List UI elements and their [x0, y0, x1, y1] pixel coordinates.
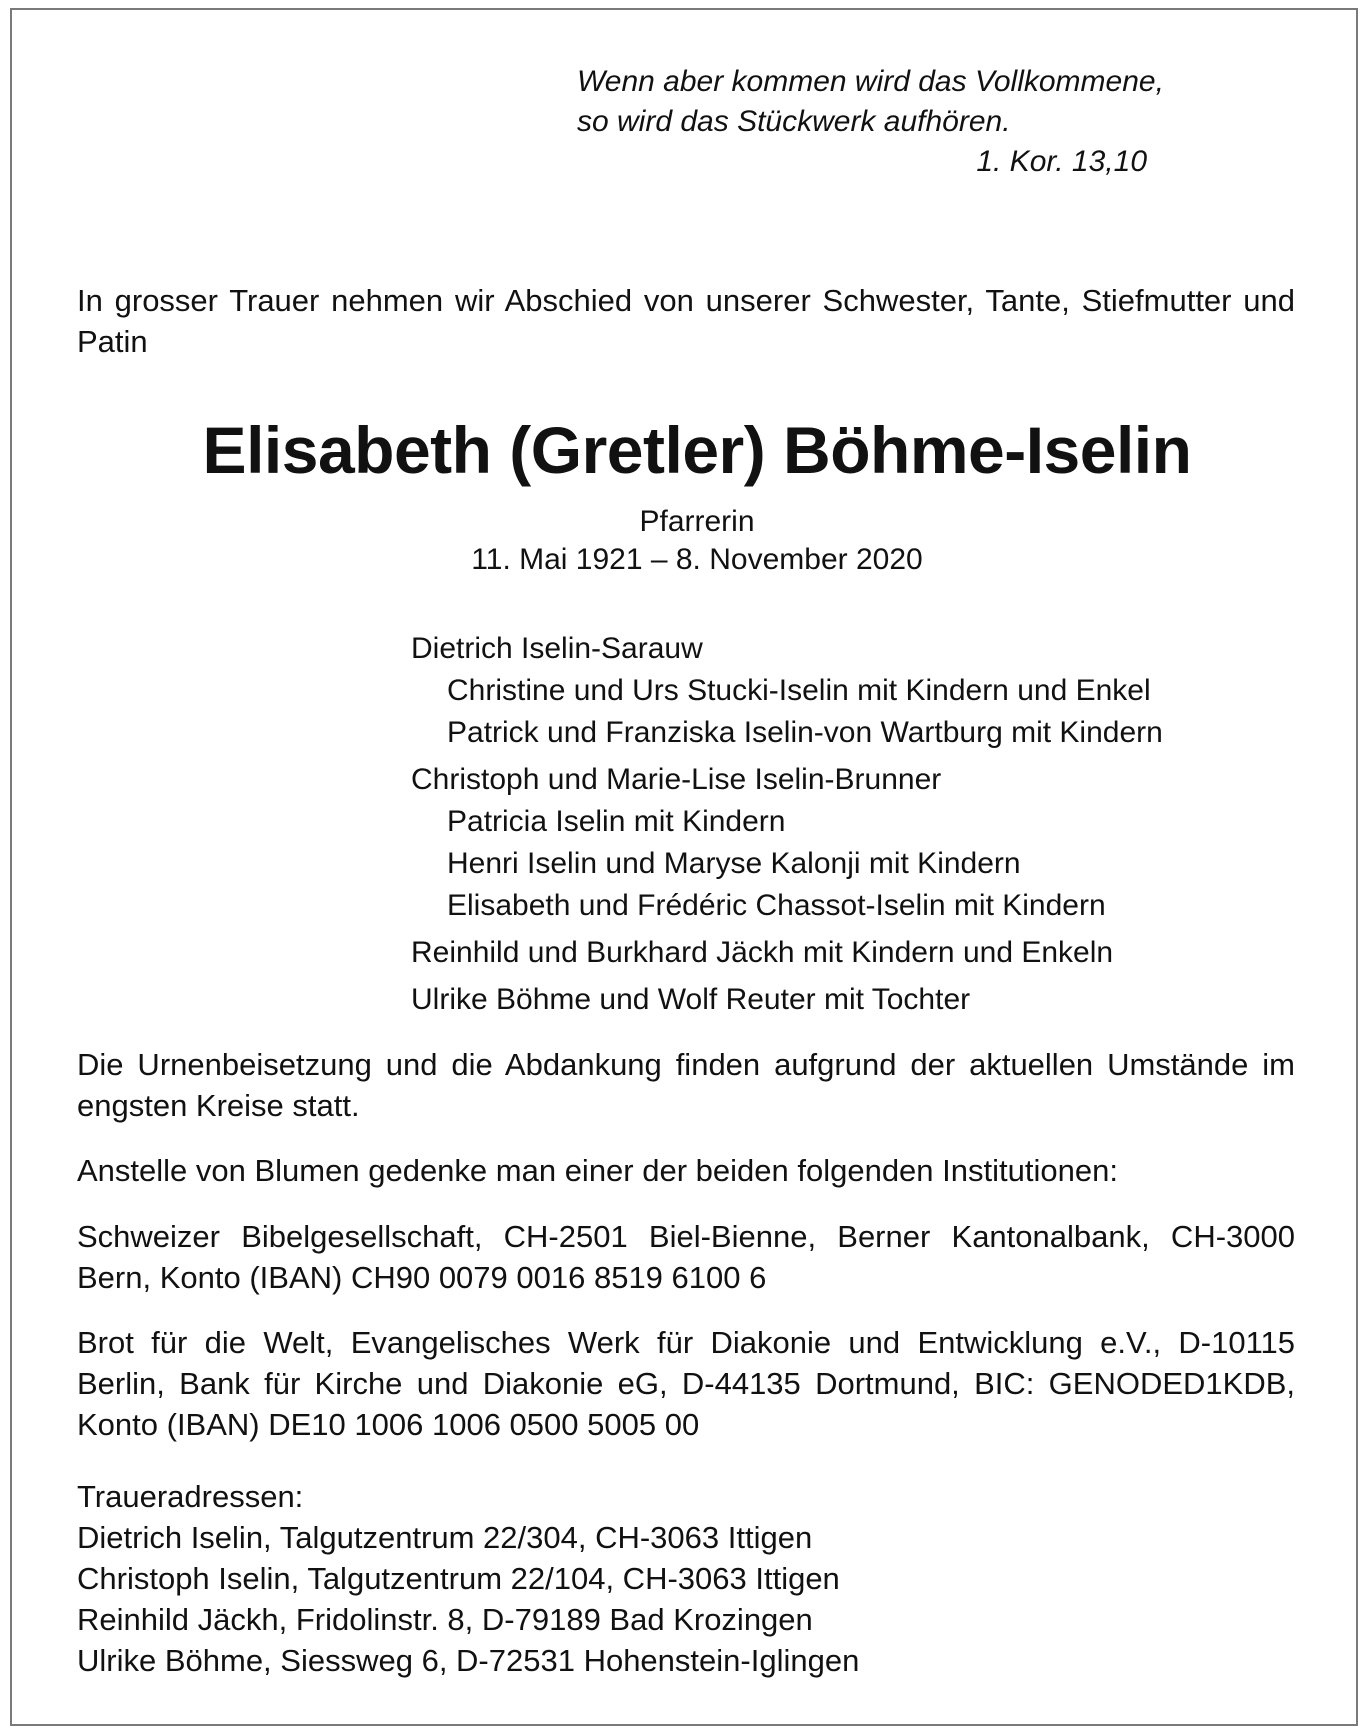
family-member-sub: Patricia Iselin mit Kindern — [447, 805, 786, 838]
donation-intro: Anstelle von Blumen gedenke man einer der beiden folgenden Institutionen: — [77, 1153, 1118, 1188]
family-member-sub: Patrick und Franziska Iselin-von Wartburg mit Kindern — [447, 716, 1163, 749]
address-line: Ulrike Böhme, Siessweg 6, D-72531 Hohenstein-Iglingen — [77, 1643, 860, 1678]
quote-line-2: so wird das Stückwerk aufhören. — [577, 105, 1011, 138]
deceased-dates: 11. Mai 1921 – 8. November 2020 — [471, 543, 923, 576]
deceased-name: Elisabeth (Gretler) Böhme-Iselin — [202, 413, 1192, 487]
intro-text: In grosser Trauer nehmen wir Abschied von unserer Schwester, Tante, Stiefmutter und Patin — [77, 283, 1295, 359]
address-line: Christoph Iselin, Talgutzentrum 22/104, CH-3063 Ittigen — [77, 1561, 840, 1596]
address-line: Reinhild Jäckh, Fridolinstr. 8, D-79189 Bad Krozingen — [77, 1602, 813, 1637]
family-member: Dietrich Iselin-Sarauw — [411, 632, 703, 665]
family-group — [411, 932, 1291, 974]
funeral-notice: Die Urnenbeisetzung und die Abdankung finden aufgrund der aktuellen Umstände im engsten Kreise statt. — [77, 1047, 1295, 1123]
family-group — [411, 759, 1291, 927]
quote-reference: 1. Kor. 13,10 — [976, 145, 1147, 178]
family-member: Reinhild und Burkhard Jäckh mit Kindern und Enkeln — [411, 936, 1114, 969]
family-member-sub: Elisabeth und Frédéric Chassot-Iselin mit Kindern — [447, 889, 1106, 922]
address-line: Dietrich Iselin, Talgutzentrum 22/304, CH-3063 Ittigen — [77, 1520, 813, 1555]
deceased-title: Pfarrerin — [639, 505, 755, 538]
family-member-sub: Henri Iselin und Maryse Kalonji mit Kindern — [447, 847, 1021, 880]
family-list — [411, 628, 1291, 1026]
addresses-heading: Traueradressen: — [77, 1479, 304, 1514]
donation-brot-fuer-die-welt: Brot für die Welt, Evangelisches Werk für Diakonie und Entwicklung e.V., D-10115 Berlin, Bank für Kirche und Diakonie eG, D-44135 Dortmund, BIC: GENODED1KDB, Konto (IBAN) DE10 1006 1006 0500 5005 00 — [77, 1325, 1295, 1442]
notice-frame — [10, 8, 1358, 1726]
quote-line-1: Wenn aber kommen wird das Vollkommene, — [577, 65, 1164, 98]
family-member-sub: Christine und Urs Stucki-Iselin mit Kindern und Enkel — [447, 674, 1151, 707]
family-member: Ulrike Böhme und Wolf Reuter mit Tochter — [411, 983, 971, 1016]
family-group — [411, 628, 1291, 754]
mourning-addresses — [77, 1476, 1295, 1681]
family-group — [411, 979, 1291, 1021]
bible-quote — [577, 62, 1277, 182]
family-member: Christoph und Marie-Lise Iselin-Brunner — [411, 763, 942, 796]
donation-bible-society: Schweizer Bibelgesellschaft, CH-2501 Biel-Bienne, Berner Kantonalbank, CH-3000 Bern, Konto (IBAN) CH90 0079 0016 8519 6100 6 — [77, 1219, 1295, 1295]
